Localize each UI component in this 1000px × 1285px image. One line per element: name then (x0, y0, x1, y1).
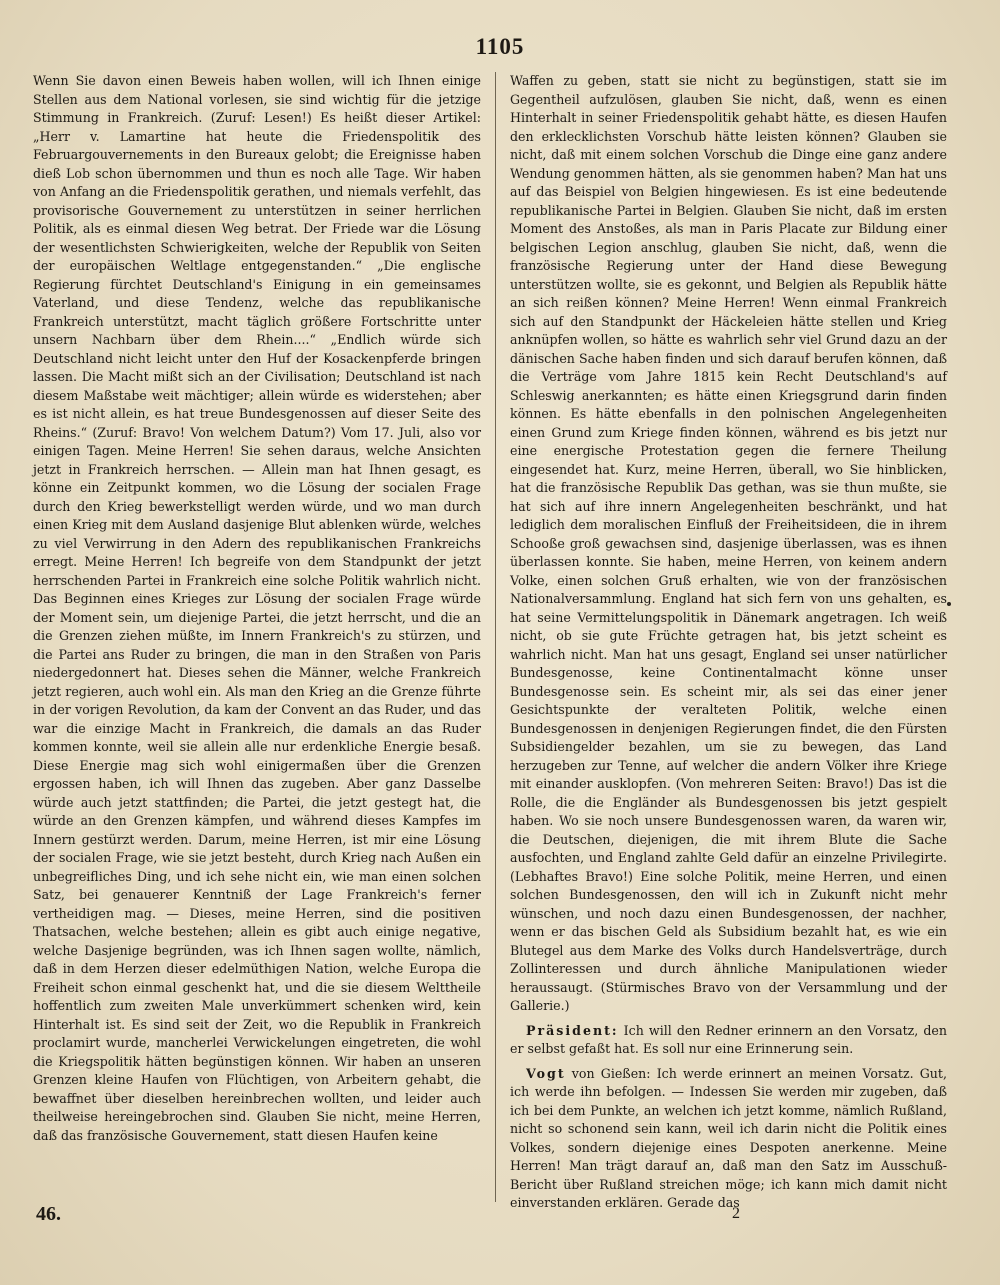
speaker-name-president: Präsident: (526, 1022, 619, 1038)
gathering-mark: 2 (732, 1205, 740, 1222)
left-column (33, 72, 481, 1200)
speaker-paragraph-vogt (510, 1065, 947, 1213)
speaker-paragraph-president (510, 1022, 947, 1059)
page-number: 1105 (475, 34, 525, 59)
signature-mark: 46. (36, 1203, 61, 1225)
ink-speck (947, 602, 951, 606)
column-divider (495, 72, 496, 1202)
speaker-name-vogt: Vogt (526, 1065, 566, 1081)
right-column (510, 72, 947, 1210)
speech-president: Ich will den Redner erinnern an den Vorsatz, den er selbst gefaßt hat. Es soll nur eine Erinnerung sein. (510, 1022, 947, 1056)
left-column-text: Wenn Sie davon einen Beweis haben wollen, will ich Ihnen einige Stellen aus dem National vorlesen, sie sind wichtig für die jetzige Stimmung in Frankreich. (Zuruf: Lesen!) Es heißt dieser Artikel: „Herr v. Lamartine hat heute die Friedenspolitik des Februargouvernements in den Bureaux gelobt; die Ereignisse haben dieß Lob schon übernommen und thun es noch alle Tage. Wir haben von Anfang an die Friedenspolitik gerathen, und niemals verfehlt, das provisorische Gouvernement zu unterstützen in seiner herrlichen Politik, als es einmal diesen Weg betrat. Der Friede war die Lösung der wesentlichsten Schwierigkeiten, welche der Republik von Seiten der europäischen Weltlage entgegenstanden.“ „Die englische Regierung fürchtet Deutschland's Einigung in ein gemeinsames Vaterland, und diese Tendenz, welche das republikanische Frankreich unterstützt, macht täglich größere Fortschritte unter unsern Nachbarn über dem Rhein....“ „Endlich würde sich Deutschland nicht leicht unter den Huf der Kosackenpferde bringen lassen. Die Macht mißt sich an der Civilisation; Deutschland ist nach diesem Maßstabe weit mächtiger; allein würde es widerstehen; aber es ist nicht allein, es hat treue Bundesgenossen auf dieser Seite des Rheins.“ (Zuruf: Bravo! Von welchem Datum?) Vom 17. Juli, also vor einigen Tagen. Meine Herren! Sie sehen daraus, welche Ansichten jetzt in Frankreich herrschen. — Allein man hat Ihnen gesagt, es könne ein Zeitpunkt kommen, wo die Lösung der socialen Frage durch den Krieg bewerkstelligt werden würde, und wo man durch einen Krieg mit dem Ausland dasjenige Blut ablenken würde, welches zu viel Verwirrung in den Adern des republikanischen Frankreichs erregt. Meine Herren! Ich begreife von dem Standpunkt der jetzt herrschenden Partei in Frankreich eine solche Politik wahrlich nicht. Das Beginnen eines Krieges zur Lösung der socialen Frage würde der Moment sein, um diejenige Partei, die jetzt herrscht, und die an die Grenzen ziehen müßte, im Innern Frankreich's zu stürzen, und die Partei ans Ruder zu bringen, die man in den Straßen von Paris niedergedonnert hat. Dieses sehen die Männer, welche Frankreich jetzt regieren, auch wohl ein. Als man den Krieg an die Grenze führte in der vorigen Revolution, da kam der Convent an das Ruder, und das war die einzige Macht in Frankreich, die damals an das Ruder kommen konnte, weil sie allein alle nur erdenkliche Energie besaß. Diese Energie mag sich wohl einigermaßen über die Grenzen ergossen haben, ich will Ihnen das zugeben. Aber ganz Dasselbe würde auch jetzt stattfinden; die Partei, die jetzt gestegt hat, die würde an den Grenzen kämpfen, und während dieses Kampfes im Innern gestürzt werden. Darum, meine Herren, ist mir eine Lösung der socialen Frage, wie sie jetzt besteht, durch Krieg nach Außen ein unbegreifliches Ding, und ich sehe nicht ein, wie man einen solchen Satz, bei genauerer Kenntniß der Lage Frankreich's ferner vertheidigen mag. — Dieses, meine Herren, sind die positiven Thatsachen, welche bestehen; allein es gibt auch einige negative, welche Dasjenige begründen, was ich Ihnen sagen wollte, nämlich, daß in dem Herzen dieser edelmüthigen Nation, welche Europa die Freiheit schon einmal geschenkt hat, und die sie diesem Welttheile hoffentlich zum zweiten Male unverkümmert schenken wird, kein Hinterhalt ist. Es sind seit der Zeit, wo die Republik in Frankreich proclamirt wurde, mancherlei Verwickelungen eingetreten, die wohl die Kriegspolitik hätten begünstigen können. Wir haben an unseren Grenzen kleine Haufen von Flüchtigen, von Arbeitern gehabt, die bewaffnet über dieselben hereinbrechen wollten, und leider auch theilweise hereingebrochen sind. Glauben Sie nicht, meine Herren, daß das französische Gouvernement, statt diesen Haufen keine (33, 73, 481, 1143)
speech-vogt: von Gießen: Ich werde erinnert an meinen Vorsatz. Gut, ich werde ihn befolgen. — Indessen Sie werden mir zugeben, daß ich bei dem Punkte, an welchen ich jetzt komme, nämlich Rußland, nicht so schonend sein kann, weil ich darin nicht die Politik eines Volkes, sondern diejenige eines Despoten anerkenne. Meine Herren! Man trägt darauf an, daß man den Satz im Ausschuß-Bericht über Rußland streichen möge; ich kann mich damit nicht einverstanden erklären. Gerade das (510, 1065, 947, 1210)
right-column-paragraph: Waffen zu geben, statt sie nicht zu begünstigen, statt sie im Gegentheil aufzulösen, glauben Sie nicht, daß, wenn es einen Hinterhalt in seiner Friedenspolitik gehabt hätte, es diesen Haufen den erklecklichsten Vorschub hätte leisten können? Glauben sie nicht, daß mit einem solchen Vorschub die Dinge eine ganz andere Wendung genommen hätten, als sie genommen haben? Man hat uns auf das Beispiel von Belgien hingewiesen. Es ist eine bedeutende republikanische Partei in Belgien. Glauben Sie nicht, daß im ersten Moment des Anstoßes, als man in Paris Placate zur Bildung einer belgischen Legion anschlug, glauben Sie nicht, daß, wenn die französische Regierung unter der Hand diese Bewegung unterstützen wollte, sie es gekonnt, und Belgien als Republik hätte an sich reißen können? Meine Herren! Wenn einmal Frankreich sich auf den Standpunkt der Häckeleien hätte stellen und Krieg anknüpfen wollen, so hätte es wahrlich sehr viel Grund dazu an der dänischen Sache haben finden und sich darauf berufen können, daß die Verträge vom Jahre 1815 kein Recht Deutschland's auf Schleswig anerkannten; es hätte einen Kriegsgrund darin finden können. Es hätte ebenfalls in den polnischen Angelegenheiten einen Grund zum Kriege finden können, während es bis jetzt nur eine energische Protestation gegen die fernere Theilung eingesendet hat. Kurz, meine Herren, überall, wo Sie hinblicken, hat die französische Republik Das gethan, was sie thun mußte, sie hat sich auf ihre innern Angelegenheiten beschränkt, und hat lediglich dem moralischen Einfluß der Freiheitsideen, die in ihrem Schooße groß gewachsen sind, dasjenige überlassen, was es ihnen überlassen konnte. Sie haben, meine Herren, von keinem andern Volke, einen solchen Gruß erhalten, wie von der französischen Nationalversammlung. England hat sich fern von uns gehalten, es hat seine Vermittelungspolitik in Dänemark angetragen. Ich weiß nicht, ob sie gute Früchte getragen hat, bis jetzt scheint es wahrlich nicht. Man hat uns gesagt, England sei unser natürlicher Bundesgenosse, keine Continentalmacht könne unser Bundesgenosse sein. Es scheint mir, als sei das einer jener Gesichtspunkte der veralteten Politik, welche einen Bundesgenossen in denjenigen Regierungen findet, die den Fürsten Subsidiengelder bezahlen, um sie zu bewegen, das Land herzugeben zur Tenne, auf welcher die andern Völker ihre Kriege mit einander ausklopfen. (Von mehreren Seiten: Bravo!) Das ist die Rolle, die die Engländer als Bundesgenossen bis jetzt gespielt haben. Wo sie noch unsere Bundesgenossen waren, da waren wir, die Deutschen, diejenigen, die mit ihrem Blute die Sache ausfochten, und England zahlte Geld dafür an einzelne Privilegirte. (Lebhaftes Bravo!) Eine solche Politik, meine Herren, und einen solchen Bundesgenossen, den will ich in Zukunft nicht mehr wünschen, und noch dazu einen Bundesgenossen, der nachher, wenn er das bischen Geld als Subsidium bezahlt hat, es wie ein Blutegel aus dem Marke des Volks durch Handelsverträge, durch Zollinteressen und durch ähnliche Manipulationen wieder heraussaugt. (Stürmisches Bravo von der Versammlung und der Gallerie.) (510, 73, 947, 1013)
